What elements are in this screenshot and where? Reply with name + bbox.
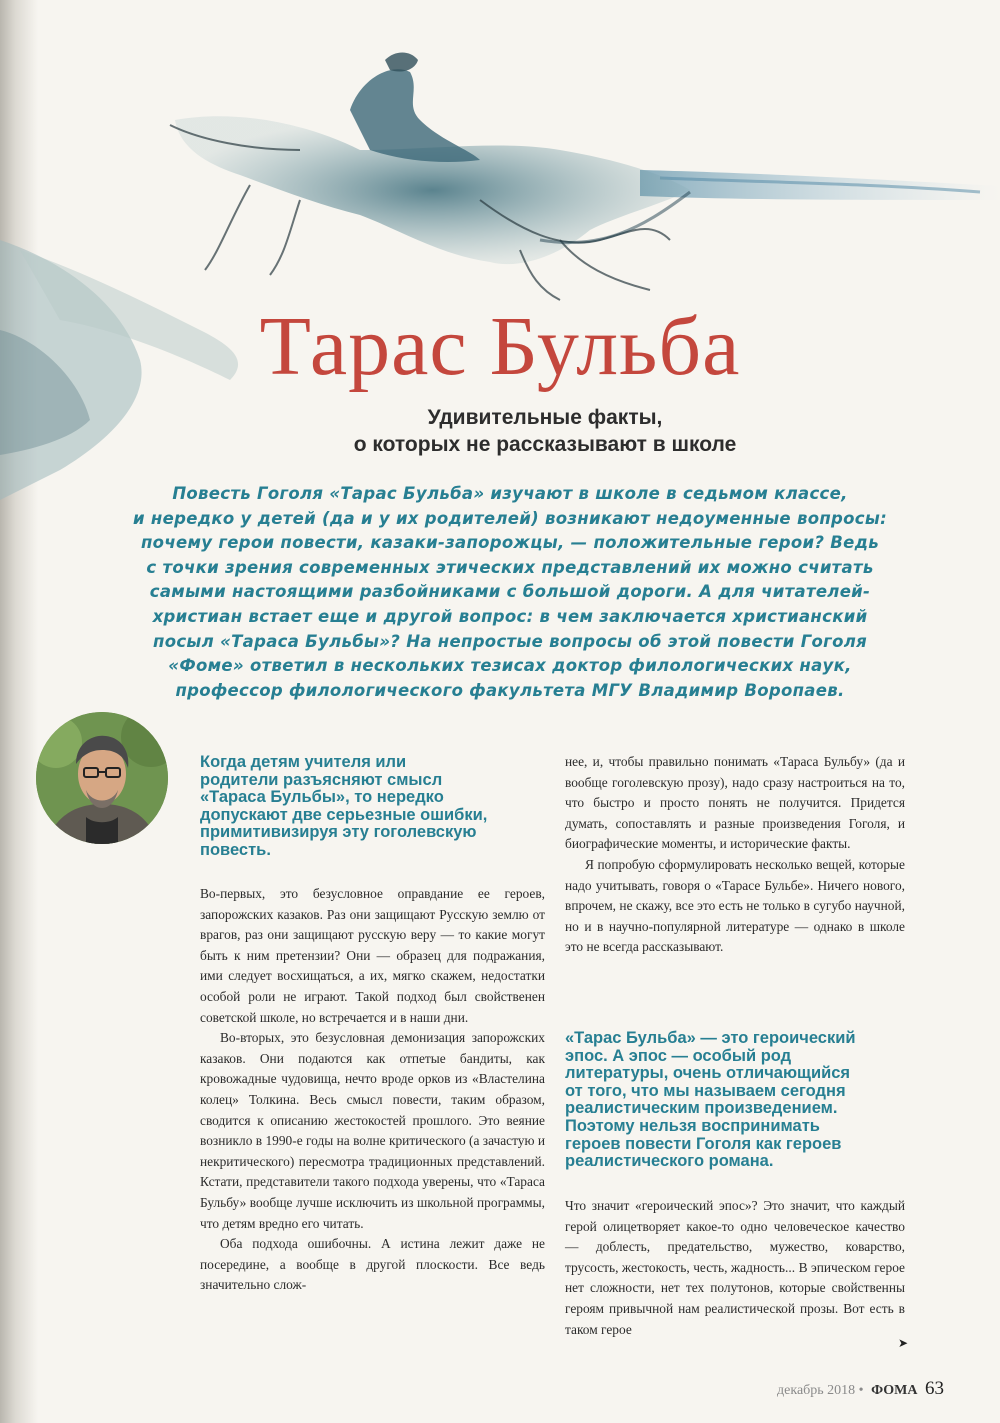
subtitle-line: о которых не рассказывают в школе: [353, 433, 737, 456]
lead-line: профессор филологического факультета МГУ Владимир Воропаев.: [175, 680, 845, 700]
footer-separator: •: [858, 1383, 864, 1398]
footer-brand: ФОМА: [871, 1383, 918, 1398]
page-number: 63: [925, 1378, 944, 1399]
end-mark-icon: ➤: [898, 1336, 909, 1350]
author-portrait: [36, 712, 168, 844]
pullquote-line: героев повести Гоголя как героев: [565, 1134, 842, 1153]
author-portrait-icon: [36, 712, 168, 844]
body-paragraph: Во-первых, это безусловное оправдание ее героев, запорожских казаков. Раз они защищают Русскую землю от врагов, раз они защищают русскую веру — то какие могут быть к ним претензии? Они — образец для подражания, ими следует восхищаться, а их, мягко скажем, недостатки особой роли не играют. Такой подход был свойственен советской школе, но встречается и в наши дни.: [200, 886, 545, 1025]
pullquote-line: реалистическим произведением.: [565, 1099, 838, 1118]
body-paragraph: Во-вторых, это безусловная демонизация запорожских казаков. Они подаются как отпетые бандиты, как кровожадные чудовища, нечто вроде орков из «Властелина колец» Толкина. Весь смысл повести, таким образом, сводится к описанию жестокостей прошлого. Это веяние возникло в 1990-е годы на волне критического (а зачастую и некритического) пересмотра традиционных представлений. Кстати, представители такого подхода уверены, что «Тараса Бульбу» вообще лучше исключить из школьной программы, что детям вредно его читать.: [200, 1030, 545, 1231]
article-title: Тарас Бульба: [259, 300, 741, 393]
body-paragraph: нее, и, чтобы правильно понимать «Тараса Бульбу» (да и вообще гоголевскую прозу), надо сразу настроиться на то, что быстро и просто понять не получится. Придется думать, сопоставлять и разные произведения Гоголя, и биографические моменты, и исторические факты.: [565, 754, 905, 852]
footer-date: декабрь 2018: [777, 1383, 856, 1398]
pullquote-line: допускают две серьезные ошибки,: [200, 805, 488, 824]
lead-line: и нередко у детей (да и у их родителей) возникают недоуменные вопросы:: [133, 508, 887, 528]
body-column-left: [200, 884, 545, 1296]
article-subtitle: [220, 404, 870, 458]
pullquote-line: Когда детям учителя или: [200, 753, 407, 771]
lead-line: «Фоме» ответил в нескольких тезисах доктор филологических наук,: [168, 656, 852, 676]
lead-line: с точки зрения современных этических представлений их можно считать: [146, 557, 874, 577]
pullquote-first: [200, 754, 560, 860]
body-paragraph: Я попробую сформулировать несколько вещей, которые надо учитывать, говоря о «Тарасе Бульбе». Ничего нового, впрочем, не скажу, все это есть не только в сугубо научной, но и в научно-популярной литературе — однако в школе это не всегда рассказывают.: [565, 856, 905, 955]
body-column-right-top: [565, 752, 905, 958]
pullquote-line: родители разъясняют смысл: [200, 770, 443, 789]
lead-line: посыл «Тараса Бульбы»? На непростые вопросы об этой повести Гоголя: [153, 631, 867, 651]
pullquote-line: «Тараса Бульбы», то нередко: [200, 788, 444, 807]
page-footer: [777, 1378, 944, 1400]
pullquote-line: «Тарас Бульба» — это героический: [565, 1029, 856, 1047]
body-column-right-bottom: [565, 1196, 905, 1340]
pullquote-line: примитивизируя эту гоголевскую: [200, 823, 477, 842]
subtitle-line: Удивительные факты,: [427, 406, 663, 429]
pullquote-line: Поэтому нельзя воспринимать: [565, 1116, 820, 1135]
lead-line: самыми настоящими разбойниками с большой дороги. А для читателей-: [149, 582, 871, 602]
lead-line: христиан встает еще и другой вопрос: в чем заключается христианский: [152, 606, 868, 626]
body-paragraph: Оба подхода ошибочны. А истина лежит даже не посередине, а вообще в другой плоскости. Все ведь значительно слож-: [200, 1236, 545, 1293]
body-paragraph: Что значит «героический эпос»? Это значит, что каждый герой олицетворяет какое-то одно человеческое качество — доблесть, предательство, мужество, коварство, трусость, жестокость, честь, жадность... В эпическом герое нет сложности, нет тех полутонов, которые свойственны героям привычной нам реалистической прозы. Вот есть в таком герое: [565, 1198, 905, 1337]
lead-line: Повесть Гоголя «Тарас Бульба» изучают в школе в седьмом классе,: [172, 484, 848, 503]
pullquote-line: литературы, очень отличающийся: [565, 1064, 851, 1083]
pullquote-second: [565, 1030, 925, 1171]
lead-line: почему герои повести, казаки-запорожцы, — положительные герои? Ведь: [140, 533, 879, 553]
pullquote-line: повесть.: [200, 840, 271, 859]
article-lead: [60, 482, 960, 703]
pullquote-line: эпос. А эпос — особый род: [565, 1046, 792, 1065]
pullquote-line: реалистического романа.: [565, 1152, 774, 1171]
pullquote-line: от того, что мы называем сегодня: [565, 1081, 846, 1100]
